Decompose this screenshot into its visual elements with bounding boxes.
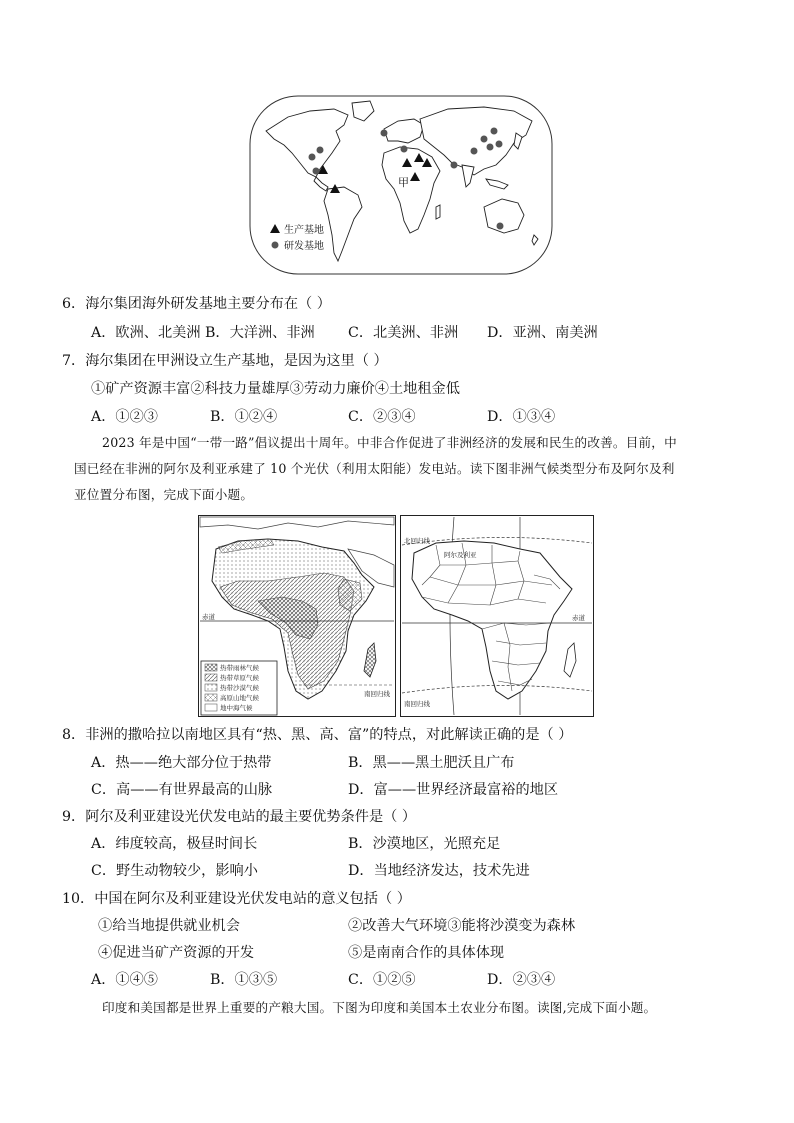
equator-label: 赤道 — [202, 613, 215, 621]
question-7-statements: ①矿产资源丰富②科技力量雄厚③劳动力廉价④土地租金低 — [91, 381, 460, 397]
passage-1-line-1: 2023 年是中国“一带一路”倡议提出十周年。中非合作促进了非洲经济的发展和民生的改善。目前，中 — [102, 435, 677, 450]
question-9-option-d[interactable]: D．当地经济发达，技术先进 — [348, 863, 530, 879]
question-6-option-a[interactable]: A．欧洲、北美洲 — [91, 325, 201, 341]
question-6-option-b[interactable]: B．大洋洲、非洲 — [205, 325, 315, 341]
algeria-location-map — [400, 515, 594, 717]
africa-climate-map — [198, 515, 396, 717]
question-8-option-b[interactable]: B．黑——黑土肥沃且广布 — [348, 755, 515, 771]
question-7-option-a[interactable]: A．①②③ — [91, 409, 158, 425]
world-map-figure — [248, 95, 554, 275]
legend-desert-label: 热带沙漠气候 — [220, 684, 259, 692]
rnd-base-marker — [471, 148, 478, 155]
question-6-option-d[interactable]: D．亚洲、南美洲 — [487, 325, 598, 341]
rnd-base-marker — [487, 144, 494, 151]
question-7-option-c[interactable]: C．②③④ — [348, 409, 416, 425]
question-8-option-c[interactable]: C．高——有世界最高的山脉 — [91, 782, 273, 798]
equator-label: 赤道 — [572, 614, 585, 622]
rnd-base-marker — [309, 154, 316, 161]
question-6-stem: 6．海尔集团海外研发基地主要分布在（ ） — [62, 296, 331, 312]
legend-desert-swatch — [205, 684, 217, 691]
question-8-option-a[interactable]: A．热——绝大部分位于热带 — [91, 755, 272, 771]
question-10-option-c[interactable]: C．①②⑤ — [348, 972, 416, 988]
rnd-base-marker — [401, 146, 408, 153]
tropic-cancer-label: 北回归线 — [404, 537, 430, 545]
rnd-base-marker — [481, 136, 488, 143]
question-9-option-b[interactable]: B．沙漠地区，光照充足 — [348, 836, 501, 852]
rnd-base-marker — [491, 128, 498, 135]
rnd-base-marker — [451, 162, 458, 169]
rnd-base-marker — [313, 168, 320, 175]
question-6-option-c[interactable]: C．北美洲、非洲 — [348, 325, 459, 341]
tropic-capricorn-label: 南回归线 — [364, 690, 390, 698]
continent-label-jia: 甲 — [398, 176, 409, 189]
question-10-statement-5: ⑤是南南合作的具体体现 — [348, 945, 505, 961]
rnd-base-marker — [317, 147, 324, 154]
question-7-option-b[interactable]: B．①②④ — [210, 409, 278, 425]
rnd-base-marker — [496, 141, 503, 148]
legend-savanna-label: 热带草原气候 — [220, 674, 259, 682]
rnd-base-marker — [497, 223, 504, 230]
question-9-stem: 9．阿尔及利亚建设光伏发电站的最主要优势条件是（ ） — [62, 809, 417, 825]
question-8-stem: 8．非洲的撒哈拉以南地区具有“热、黑、高、富”的特点，对此解读正确的是（ ） — [62, 727, 573, 743]
legend-production-label: 生产基地 — [284, 225, 324, 236]
question-8-option-d[interactable]: D．富——世界经济最富裕的地区 — [348, 782, 559, 798]
question-10-option-b[interactable]: B．①③⑤ — [210, 972, 278, 988]
legend-mediterranean-label: 地中海气候 — [220, 704, 253, 712]
question-7-stem: 7．海尔集团在甲洲设立生产基地，是因为这里（ ） — [62, 353, 388, 369]
question-10-statement-2-3: ②改善大气环境③能将沙漠变为森林 — [348, 918, 576, 934]
question-9-option-c[interactable]: C．野生动物较少，影响小 — [91, 863, 258, 879]
madagascar-outline — [436, 205, 440, 219]
question-7-option-d[interactable]: D．①③④ — [487, 409, 556, 425]
passage-1-line-2: 国已经在非洲的阿尔及利亚承建了 10 个光伏（利用太阳能）发电站。读下图非洲气候类型分布及阿尔及利 — [74, 461, 675, 476]
legend-mediterranean-swatch — [205, 704, 217, 711]
question-10-option-d[interactable]: D．②③④ — [487, 972, 556, 988]
rnd-base-marker — [381, 130, 388, 137]
legend-dot-icon — [272, 242, 279, 249]
legend-highland-label: 高原山地气候 — [220, 694, 259, 702]
australia-outline — [484, 199, 524, 233]
question-10-option-a[interactable]: A．①④⑤ — [91, 972, 158, 988]
legend-rainforest-label: 热带雨林气候 — [220, 664, 259, 672]
legend-rnd-label: 研发基地 — [284, 241, 324, 252]
algeria-label: 阿尔及利亚 — [444, 551, 477, 559]
passage-2: 印度和美国都是世界上重要的产粮大国。下图为印度和美国本土农业分布图。读图,完成下面小题。 — [102, 1000, 657, 1015]
tropic-capricorn-label: 南回归线 — [404, 700, 430, 708]
passage-1-line-3: 亚位置分布图，完成下面小题。 — [74, 487, 254, 502]
legend-highland-swatch — [205, 694, 217, 701]
question-9-option-a[interactable]: A．纬度较高，极昼时间长 — [91, 836, 258, 852]
legend-rainforest-swatch — [205, 664, 217, 671]
question-10-stem: 10．中国在阿尔及利亚建设光伏发电站的意义包括（ ） — [62, 891, 411, 907]
legend-savanna-swatch — [205, 674, 217, 681]
question-10-statement-1: ①给当地提供就业机会 — [98, 918, 240, 934]
question-10-statement-4: ④促进当矿产资源的开发 — [98, 945, 255, 961]
